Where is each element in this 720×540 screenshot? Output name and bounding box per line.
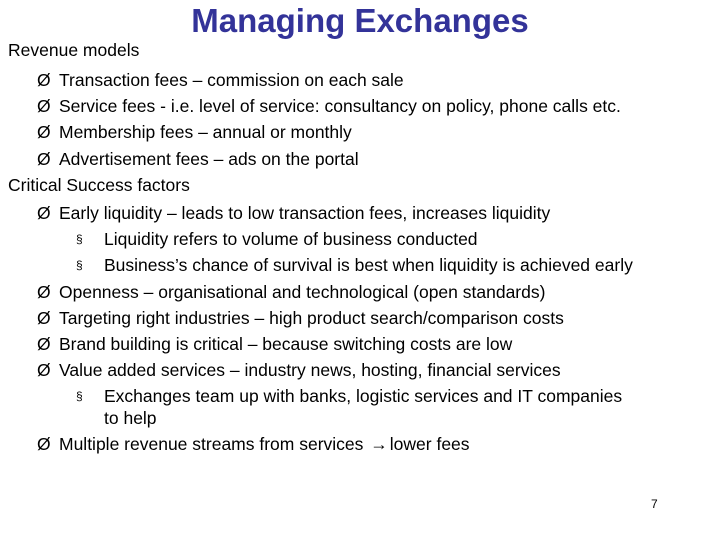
section-heading: Revenue models — [8, 40, 140, 60]
bullet-marker: Ø — [37, 70, 51, 90]
bullet-marker: Ø — [37, 308, 51, 328]
bullet-text: Transaction fees – commission on each sale — [59, 70, 404, 90]
bullet-text: Early liquidity – leads to low transaction fees, increases liquidity — [59, 203, 551, 223]
sub-bullet-item — [76, 386, 622, 407]
bullet-text: Service fees - i.e. level of service: consultancy on policy, phone calls etc. — [59, 96, 621, 116]
bullet-marker: Ø — [37, 96, 51, 116]
bullet-text: Value added services – industry news, hosting, financial services — [59, 360, 561, 380]
sub-bullet-continuation: to help — [104, 408, 157, 428]
bullet-marker: Ø — [37, 334, 51, 354]
sub-bullet-marker: § — [76, 258, 83, 272]
bullet-item — [37, 308, 564, 329]
sub-bullet-item — [76, 255, 633, 276]
bullet-item — [37, 70, 404, 91]
sub-bullet-text: Business’s chance of survival is best when liquidity is achieved early — [104, 255, 633, 275]
bullet-text: Targeting right industries – high product search/comparison costs — [59, 308, 564, 328]
bullet-item — [37, 434, 470, 455]
bullet-marker: Ø — [37, 360, 51, 380]
bullet-marker: Ø — [37, 282, 51, 302]
sub-bullet-item — [76, 229, 478, 250]
section-heading: Critical Success factors — [8, 175, 190, 195]
bullet-text-continued: lower fees — [389, 434, 470, 454]
bullet-item — [37, 282, 545, 303]
bullet-item — [37, 203, 550, 224]
bullet-text: Openness – organisational and technological (open standards) — [59, 282, 546, 302]
bullet-text: Advertisement fees – ads on the portal — [59, 149, 359, 169]
bullet-item — [37, 122, 352, 143]
bullet-item — [37, 96, 621, 117]
bullet-marker: Ø — [37, 149, 51, 169]
sub-bullet-text: Exchanges team up with banks, logistic services and IT companies — [104, 386, 623, 406]
bullet-text: Brand building is critical – because switching costs are low — [59, 334, 513, 354]
page-title: Managing Exchanges — [191, 2, 529, 39]
bullet-item — [37, 334, 512, 355]
bullet-item — [37, 149, 359, 170]
sub-bullet-marker: § — [76, 389, 83, 403]
bullet-marker: Ø — [37, 434, 51, 454]
bullet-text: Membership fees – annual or monthly — [59, 122, 352, 142]
bullet-marker: Ø — [37, 203, 51, 223]
bullet-item — [37, 360, 561, 381]
sub-bullet-marker: § — [76, 232, 83, 246]
bullet-marker: Ø — [37, 122, 51, 142]
arrow-icon: → — [370, 434, 388, 454]
sub-bullet-text: Liquidity refers to volume of business conducted — [104, 229, 478, 249]
bullet-text: Multiple revenue streams from services — [59, 434, 364, 454]
page-number: 7 — [651, 497, 658, 511]
